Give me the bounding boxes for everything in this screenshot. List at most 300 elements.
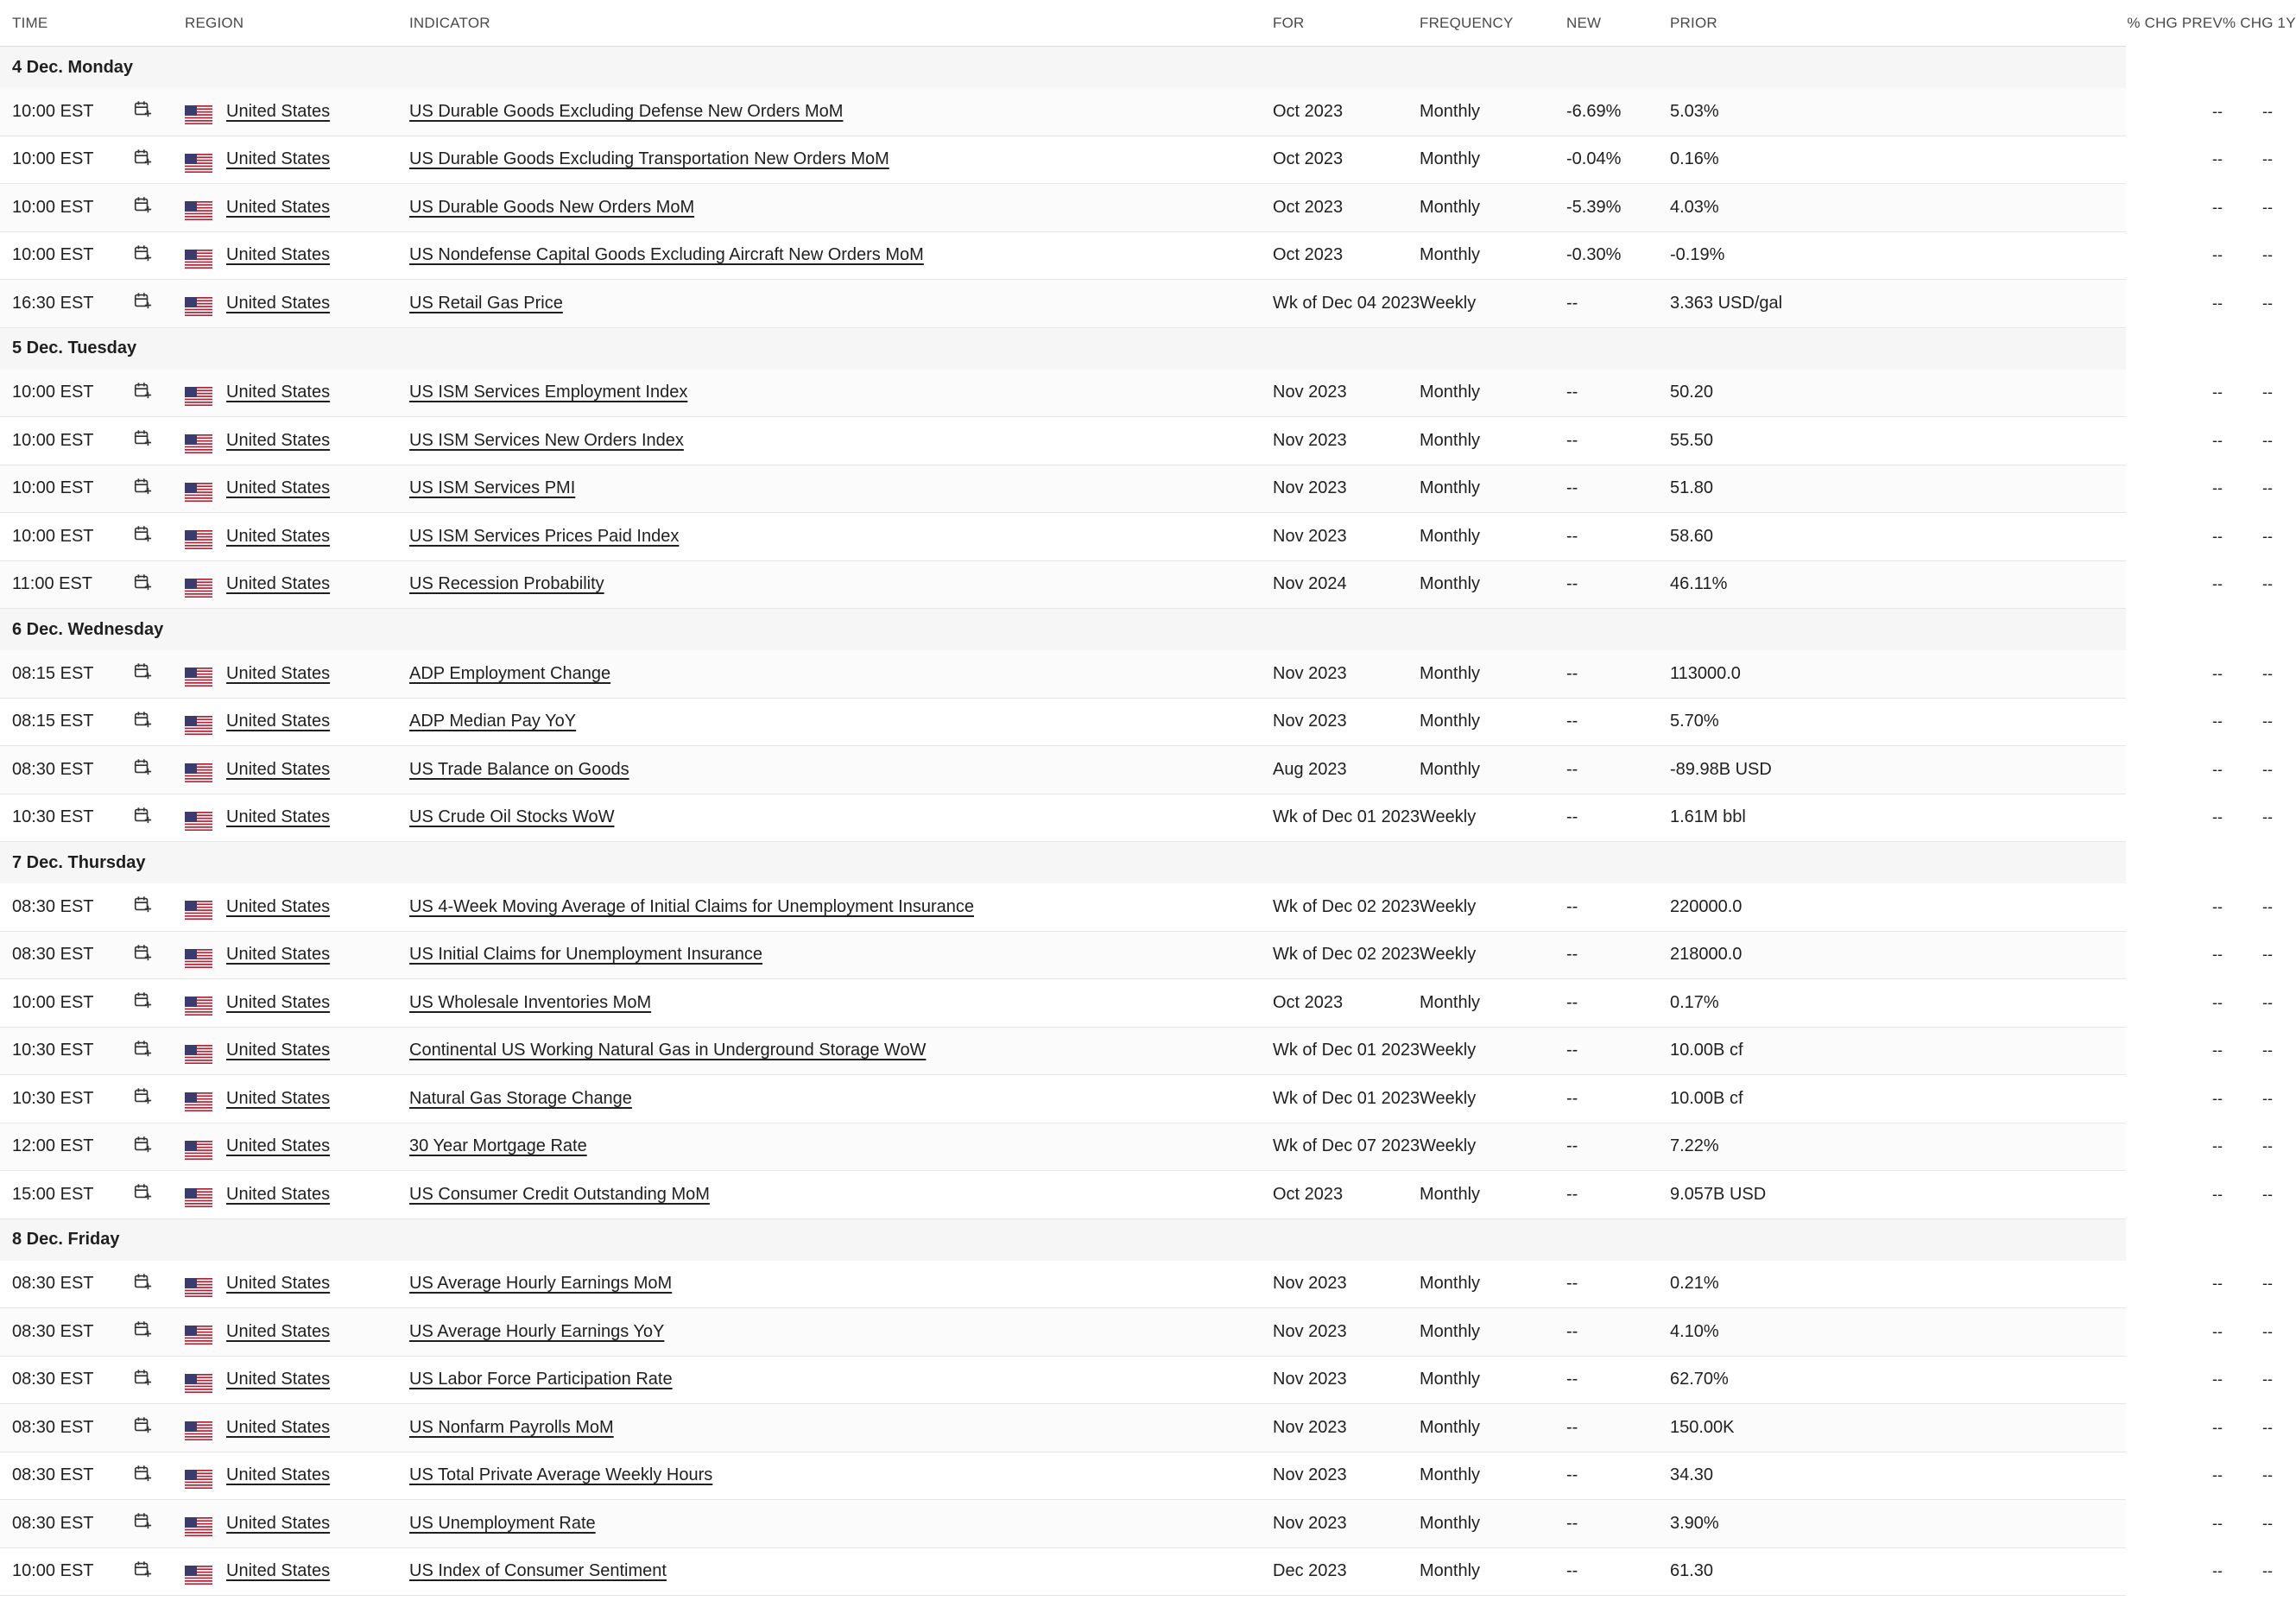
prior-value-cell: 9.057B USD	[1670, 1184, 1767, 1204]
prior-value-cell: 46.11%	[1670, 574, 1728, 594]
chg-prev-cell: --	[2212, 712, 2223, 731]
region-link[interactable]: United States	[226, 1041, 331, 1060]
us-flag-icon	[185, 201, 212, 220]
chg-prev-cell: --	[2212, 431, 2223, 449]
new-value-cell: --	[1566, 663, 1578, 683]
table-row	[0, 232, 2273, 281]
region-cell	[185, 945, 409, 965]
time-cell: 11:00 EST	[12, 574, 93, 594]
period-cell: Wk of Dec 04 2023	[1273, 293, 1420, 313]
day-group-header	[0, 609, 2126, 650]
frequency-cell: Monthly	[1420, 1321, 1481, 1341]
period-cell: Dec 2023	[1273, 1561, 1347, 1581]
add-to-calendar-button[interactable]	[133, 1415, 185, 1440]
indicator-link[interactable]: US ISM Services Employment Index	[409, 383, 688, 402]
chg-1y-cell: --	[2262, 575, 2273, 593]
indicator-link[interactable]: 30 Year Mortgage Rate	[409, 1136, 587, 1156]
frequency-cell: Monthly	[1420, 1561, 1481, 1581]
table-row	[0, 1171, 2273, 1219]
indicator-link[interactable]: Natural Gas Storage Change	[409, 1088, 632, 1108]
prior-value-cell: 0.21%	[1670, 1274, 1719, 1294]
new-value-cell: -0.04%	[1566, 149, 1622, 169]
region-cell	[185, 431, 409, 451]
header-indicator[interactable]: INDICATOR	[409, 14, 490, 31]
add-to-calendar-button[interactable]	[133, 1039, 185, 1063]
day-label: 4 Dec. Monday	[12, 57, 134, 77]
table-row	[0, 1261, 2273, 1309]
add-to-calendar-button[interactable]	[133, 99, 185, 123]
indicator-link[interactable]: US 4-Week Moving Average of Initial Claims for Unemployment Insurance	[409, 896, 974, 916]
add-to-calendar-button[interactable]	[133, 710, 185, 734]
chg-prev-cell: --	[2212, 527, 2223, 545]
period-cell: Oct 2023	[1273, 197, 1344, 217]
us-flag-icon	[185, 1188, 212, 1207]
indicator-link[interactable]: US Total Private Average Weekly Hours	[409, 1465, 713, 1485]
new-value-cell: --	[1566, 293, 1578, 313]
prior-value-cell: 3.90%	[1670, 1513, 1719, 1533]
chg-1y-cell: --	[2262, 897, 2273, 915]
add-to-calendar-button[interactable]	[133, 381, 185, 405]
chg-prev-cell: --	[2212, 1562, 2223, 1580]
time-cell: 10:00 EST	[12, 197, 94, 217]
header-for[interactable]: FOR	[1273, 14, 1305, 31]
time-cell: 10:00 EST	[12, 478, 94, 498]
header-new[interactable]: NEW	[1566, 14, 1602, 31]
table-body	[0, 47, 2273, 1596]
day-group-header	[0, 1219, 2126, 1261]
prior-value-cell: 50.20	[1670, 383, 1714, 402]
region-link[interactable]: United States	[226, 1465, 331, 1485]
us-flag-icon	[185, 1278, 212, 1297]
add-to-calendar-button[interactable]	[133, 895, 185, 919]
frequency-cell: Monthly	[1420, 245, 1481, 265]
region-link[interactable]: United States	[226, 478, 331, 498]
indicator-link[interactable]: US Durable Goods New Orders MoM	[409, 197, 695, 217]
calendar-add-icon	[133, 477, 152, 496]
add-to-calendar-button[interactable]	[133, 573, 185, 597]
chg-prev-cell: --	[2212, 102, 2223, 120]
frequency-cell: Monthly	[1420, 101, 1481, 121]
time-cell: 10:00 EST	[12, 992, 94, 1012]
time-cell: 08:30 EST	[12, 945, 94, 965]
table-row	[0, 88, 2273, 136]
period-cell: Wk of Dec 01 2023	[1273, 1041, 1420, 1060]
chg-1y-cell: --	[2262, 1137, 2273, 1155]
indicator-link[interactable]: US Labor Force Participation Rate	[409, 1370, 673, 1389]
region-link[interactable]: United States	[226, 293, 331, 313]
calendar-add-icon	[133, 244, 152, 263]
region-link[interactable]: United States	[226, 149, 331, 169]
header-time[interactable]: TIME	[12, 14, 48, 31]
add-to-calendar-button[interactable]	[133, 428, 185, 452]
chg-1y-cell: --	[2262, 1275, 2273, 1293]
new-value-cell: --	[1566, 759, 1578, 779]
time-cell: 10:30 EST	[12, 1088, 94, 1108]
frequency-cell: Weekly	[1420, 1041, 1477, 1060]
period-cell: Nov 2023	[1273, 1321, 1347, 1341]
chg-prev-cell: --	[2212, 1370, 2223, 1389]
chg-1y-cell: --	[2262, 383, 2273, 402]
prior-value-cell: 62.70%	[1670, 1370, 1729, 1389]
add-to-calendar-button[interactable]	[133, 661, 185, 686]
new-value-cell: --	[1566, 896, 1578, 916]
us-flag-icon	[185, 949, 212, 968]
add-to-calendar-button[interactable]	[133, 1560, 185, 1584]
us-flag-icon	[185, 1092, 212, 1111]
frequency-cell: Monthly	[1420, 383, 1481, 402]
region-link[interactable]: United States	[226, 1274, 331, 1294]
indicator-cell	[409, 1322, 1273, 1342]
indicator-cell	[409, 294, 1273, 313]
indicator-link[interactable]: US Trade Balance on Goods	[409, 759, 629, 779]
table-row	[0, 136, 2273, 185]
add-to-calendar-button[interactable]	[133, 1182, 185, 1206]
table-row	[0, 1500, 2273, 1548]
frequency-cell: Monthly	[1420, 1513, 1481, 1533]
region-link[interactable]: United States	[226, 1136, 331, 1156]
time-cell: 10:30 EST	[12, 807, 94, 827]
new-value-cell: --	[1566, 478, 1578, 498]
frequency-cell: Monthly	[1420, 1370, 1481, 1389]
region-link[interactable]: United States	[226, 1417, 331, 1437]
header-chg-1y[interactable]: % CHG 1Y	[2223, 14, 2296, 31]
add-to-calendar-button[interactable]	[133, 477, 185, 501]
table-row	[0, 184, 2273, 232]
region-cell	[185, 1136, 409, 1156]
calendar-add-icon	[133, 990, 152, 1009]
new-value-cell: -5.39%	[1566, 197, 1622, 217]
day-label: 8 Dec. Friday	[12, 1230, 120, 1249]
us-flag-icon	[185, 901, 212, 920]
table-row	[0, 513, 2273, 561]
indicator-cell	[409, 198, 1273, 218]
chg-prev-cell: --	[2212, 1041, 2223, 1060]
us-flag-icon	[185, 1045, 212, 1064]
frequency-cell: Monthly	[1420, 1417, 1481, 1437]
calendar-add-icon	[133, 573, 152, 592]
table-row	[0, 1548, 2273, 1597]
prior-value-cell: 4.03%	[1670, 197, 1719, 217]
frequency-cell: Weekly	[1420, 1136, 1477, 1156]
chg-prev-cell: --	[2212, 150, 2223, 168]
indicator-link[interactable]: US ISM Services Prices Paid Index	[409, 526, 680, 546]
chg-1y-cell: --	[2262, 1370, 2273, 1389]
region-cell	[185, 897, 409, 917]
region-link[interactable]: United States	[226, 574, 331, 594]
region-cell	[185, 383, 409, 402]
time-cell: 08:30 EST	[12, 759, 94, 779]
add-to-calendar-button[interactable]	[133, 1464, 185, 1488]
us-flag-icon	[185, 483, 212, 502]
period-cell: Nov 2023	[1273, 1465, 1347, 1485]
calendar-add-icon	[133, 1272, 152, 1291]
period-cell: Aug 2023	[1273, 759, 1347, 779]
calendar-add-icon	[133, 1368, 152, 1387]
add-to-calendar-button[interactable]	[133, 1135, 185, 1159]
region-link[interactable]: United States	[226, 663, 331, 683]
table-row	[0, 561, 2273, 610]
new-value-cell: -0.30%	[1566, 245, 1622, 265]
chg-1y-cell: --	[2262, 664, 2273, 682]
region-cell	[185, 807, 409, 827]
calendar-add-icon	[133, 428, 152, 447]
frequency-cell: Monthly	[1420, 663, 1481, 683]
chg-1y-cell: --	[2262, 808, 2273, 826]
chg-1y-cell: --	[2262, 1562, 2273, 1580]
chg-1y-cell: --	[2262, 150, 2273, 168]
region-link[interactable]: United States	[226, 101, 331, 121]
prior-value-cell: 51.80	[1670, 478, 1714, 498]
chg-prev-cell: --	[2212, 897, 2223, 915]
table-row	[0, 979, 2273, 1028]
chg-prev-cell: --	[2212, 1466, 2223, 1484]
region-link[interactable]: United States	[226, 807, 331, 827]
us-flag-icon	[185, 250, 212, 269]
indicator-link[interactable]: US Average Hourly Earnings YoY	[409, 1321, 665, 1341]
calendar-add-icon	[133, 757, 152, 776]
prior-value-cell: -0.19%	[1670, 245, 1725, 265]
period-cell: Oct 2023	[1273, 101, 1344, 121]
region-link[interactable]: United States	[226, 1513, 331, 1533]
add-to-calendar-button[interactable]	[133, 148, 185, 172]
add-to-calendar-button[interactable]	[133, 990, 185, 1015]
period-cell: Nov 2023	[1273, 712, 1347, 731]
frequency-cell: Monthly	[1420, 759, 1481, 779]
indicator-link[interactable]: US Crude Oil Stocks WoW	[409, 807, 615, 827]
region-cell	[185, 245, 409, 265]
indicator-link[interactable]: US ISM Services New Orders Index	[409, 430, 684, 450]
calendar-add-icon	[133, 524, 152, 543]
region-link[interactable]: United States	[226, 383, 331, 402]
region-link[interactable]: United States	[226, 896, 331, 916]
new-value-cell: --	[1566, 1184, 1578, 1204]
new-value-cell: --	[1566, 1417, 1578, 1437]
frequency-cell: Monthly	[1420, 430, 1481, 450]
indicator-link[interactable]: US Average Hourly Earnings MoM	[409, 1274, 673, 1294]
region-link[interactable]: United States	[226, 992, 331, 1012]
chg-1y-cell: --	[2262, 1322, 2273, 1340]
new-value-cell: --	[1566, 1136, 1578, 1156]
time-cell: 08:30 EST	[12, 1370, 94, 1389]
new-value-cell: --	[1566, 1465, 1578, 1485]
table-row	[0, 1075, 2273, 1123]
frequency-cell: Weekly	[1420, 807, 1477, 827]
add-to-calendar-button[interactable]	[133, 1511, 185, 1535]
time-cell: 16:30 EST	[12, 293, 94, 313]
table-row	[0, 1308, 2273, 1357]
period-cell: Nov 2023	[1273, 1274, 1347, 1294]
region-link[interactable]: United States	[226, 945, 331, 965]
indicator-cell	[409, 383, 1273, 402]
indicator-link[interactable]: US Index of Consumer Sentiment	[409, 1561, 667, 1581]
us-flag-icon	[185, 763, 212, 782]
indicator-cell	[409, 1041, 1273, 1060]
add-to-calendar-button[interactable]	[133, 757, 185, 782]
indicator-link[interactable]: US ISM Services PMI	[409, 478, 576, 498]
indicator-cell	[409, 1370, 1273, 1389]
indicator-link[interactable]: US Consumer Credit Outstanding MoM	[409, 1184, 710, 1204]
chg-prev-cell: --	[2212, 1185, 2223, 1203]
chg-prev-cell: --	[2212, 1275, 2223, 1293]
add-to-calendar-button[interactable]	[133, 524, 185, 548]
chg-prev-cell: --	[2212, 575, 2223, 593]
period-cell: Nov 2024	[1273, 574, 1347, 594]
table-row	[0, 746, 2273, 794]
region-link[interactable]: United States	[226, 1561, 331, 1581]
indicator-cell	[409, 712, 1273, 731]
indicator-cell	[409, 1089, 1273, 1109]
region-link[interactable]: United States	[226, 1321, 331, 1341]
region-link[interactable]: United States	[226, 1370, 331, 1389]
new-value-cell: --	[1566, 807, 1578, 827]
region-cell	[185, 198, 409, 218]
chg-prev-cell: --	[2212, 198, 2223, 216]
chg-1y-cell: --	[2262, 294, 2273, 312]
region-link[interactable]: United States	[226, 712, 331, 731]
indicator-cell	[409, 149, 1273, 169]
indicator-link[interactable]: ADP Median Pay YoY	[409, 712, 577, 731]
prior-value-cell: 0.17%	[1670, 992, 1719, 1012]
indicator-cell	[409, 431, 1273, 451]
prior-value-cell: 113000.0	[1670, 663, 1741, 683]
day-group-header	[0, 47, 2126, 88]
us-flag-icon	[185, 1421, 212, 1440]
table-row	[0, 1123, 2273, 1172]
indicator-link[interactable]: US Nondefense Capital Goods Excluding Aircraft New Orders MoM	[409, 245, 924, 265]
table-row	[0, 465, 2273, 514]
indicator-cell	[409, 945, 1273, 965]
region-link[interactable]: United States	[226, 1088, 331, 1108]
chg-prev-cell: --	[2212, 383, 2223, 402]
table-row	[0, 883, 2273, 932]
prior-value-cell: 5.03%	[1670, 101, 1719, 121]
region-cell	[185, 527, 409, 547]
header-chg-prev[interactable]: % CHG PREV	[2127, 14, 2223, 31]
chg-prev-cell: --	[2212, 760, 2223, 778]
indicator-link[interactable]: US Recession Probability	[409, 574, 604, 594]
new-value-cell: --	[1566, 1041, 1578, 1060]
prior-value-cell: 3.363 USD/gal	[1670, 293, 1783, 313]
us-flag-icon	[185, 1470, 212, 1489]
time-cell: 15:00 EST	[12, 1184, 94, 1204]
add-to-calendar-button[interactable]	[133, 195, 185, 219]
region-cell	[185, 712, 409, 731]
header-region[interactable]: REGION	[185, 14, 244, 31]
new-value-cell: -6.69%	[1566, 101, 1622, 121]
period-cell: Oct 2023	[1273, 992, 1344, 1012]
chg-1y-cell: --	[2262, 431, 2273, 449]
time-cell: 08:30 EST	[12, 1513, 94, 1533]
header-frequency[interactable]: FREQUENCY	[1420, 14, 1514, 31]
table-row	[0, 1357, 2273, 1405]
frequency-cell: Weekly	[1420, 1088, 1477, 1108]
add-to-calendar-button[interactable]	[133, 806, 185, 830]
indicator-link[interactable]: Continental US Working Natural Gas in Underground Storage WoW	[409, 1041, 927, 1060]
new-value-cell: --	[1566, 1513, 1578, 1533]
indicator-link[interactable]: US Durable Goods Excluding Transportation New Orders MoM	[409, 149, 889, 169]
new-value-cell: --	[1566, 1561, 1578, 1581]
table-row	[0, 1028, 2273, 1076]
time-cell: 10:00 EST	[12, 101, 94, 121]
region-cell	[185, 1561, 409, 1581]
indicator-link[interactable]: US Initial Claims for Unemployment Insurance	[409, 945, 763, 965]
us-flag-icon	[185, 716, 212, 735]
indicator-link[interactable]: ADP Employment Change	[409, 663, 611, 683]
table-header	[0, 0, 2296, 47]
us-flag-icon	[185, 105, 212, 124]
indicator-link[interactable]: US Wholesale Inventories MoM	[409, 992, 652, 1012]
time-cell: 08:30 EST	[12, 1465, 94, 1485]
frequency-cell: Weekly	[1420, 945, 1477, 965]
chg-1y-cell: --	[2262, 946, 2273, 964]
period-cell: Nov 2023	[1273, 1370, 1347, 1389]
table-row	[0, 417, 2273, 465]
add-to-calendar-button[interactable]	[133, 943, 185, 967]
region-cell	[185, 664, 409, 684]
region-cell	[185, 1370, 409, 1389]
region-link[interactable]: United States	[226, 1184, 331, 1204]
table-row	[0, 794, 2273, 843]
add-to-calendar-button[interactable]	[133, 291, 185, 315]
add-to-calendar-button[interactable]	[133, 244, 185, 268]
indicator-cell	[409, 807, 1273, 827]
time-cell: 08:30 EST	[12, 1274, 94, 1294]
calendar-add-icon	[133, 1086, 152, 1105]
prior-value-cell: 1.61M bbl	[1670, 807, 1746, 827]
add-to-calendar-button[interactable]	[133, 1086, 185, 1111]
chg-1y-cell: --	[2262, 1041, 2273, 1060]
calendar-add-icon	[133, 895, 152, 914]
frequency-cell: Monthly	[1420, 574, 1481, 594]
indicator-cell	[409, 478, 1273, 498]
region-link[interactable]: United States	[226, 759, 331, 779]
calendar-add-icon	[133, 1560, 152, 1579]
header-prior[interactable]: PRIOR	[1670, 14, 1717, 31]
region-cell	[185, 993, 409, 1013]
region-link[interactable]: United States	[226, 430, 331, 450]
chg-prev-cell: --	[2212, 1322, 2223, 1340]
us-flag-icon	[185, 579, 212, 598]
table-row	[0, 699, 2273, 747]
region-link[interactable]: United States	[226, 526, 331, 546]
indicator-link[interactable]: US Retail Gas Price	[409, 293, 563, 313]
indicator-cell	[409, 1561, 1273, 1581]
region-cell	[185, 1418, 409, 1438]
day-group-header	[0, 842, 2126, 883]
indicator-cell	[409, 574, 1273, 594]
calendar-add-icon	[133, 1135, 152, 1154]
add-to-calendar-button[interactable]	[133, 1319, 185, 1344]
chg-1y-cell: --	[2262, 198, 2273, 216]
add-to-calendar-button[interactable]	[133, 1272, 185, 1296]
region-link[interactable]: United States	[226, 197, 331, 217]
chg-prev-cell: --	[2212, 1089, 2223, 1107]
period-cell: Nov 2023	[1273, 526, 1347, 546]
calendar-add-icon	[133, 943, 152, 962]
period-cell: Nov 2023	[1273, 1417, 1347, 1437]
indicator-link[interactable]: US Unemployment Rate	[409, 1513, 596, 1533]
region-link[interactable]: United States	[226, 245, 331, 265]
prior-value-cell: 4.10%	[1670, 1321, 1719, 1341]
day-label: 6 Dec. Wednesday	[12, 619, 164, 639]
indicator-link[interactable]: US Nonfarm Payrolls MoM	[409, 1417, 614, 1437]
add-to-calendar-button[interactable]	[133, 1368, 185, 1392]
frequency-cell: Monthly	[1420, 1465, 1481, 1485]
frequency-cell: Monthly	[1420, 712, 1481, 731]
region-cell	[185, 294, 409, 313]
indicator-link[interactable]: US Durable Goods Excluding Defense New Orders MoM	[409, 101, 844, 121]
us-flag-icon	[185, 997, 212, 1016]
